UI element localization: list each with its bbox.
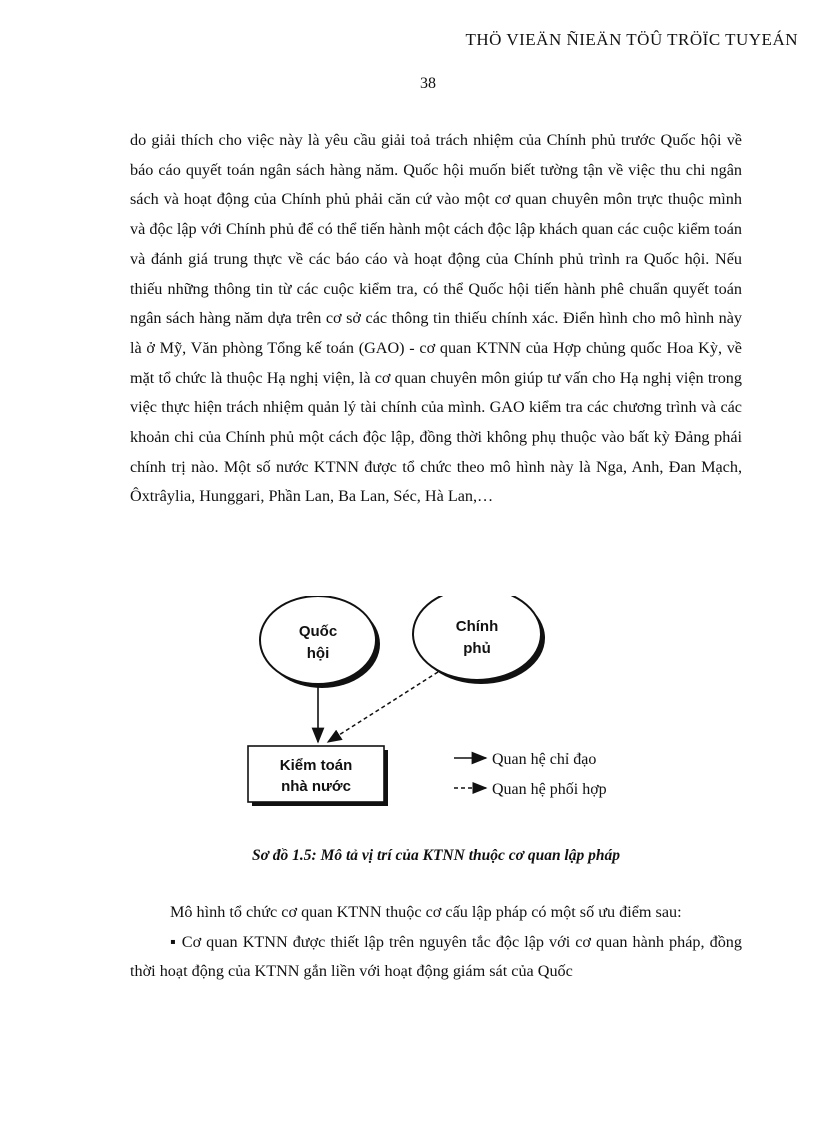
legend-solid-label: Quan hệ chỉ đạo — [492, 751, 597, 768]
quoc-hoi-label-line2: hội — [306, 645, 330, 662]
running-header: THÖ VIEÄN ÑIEÄN TÖÛ TRÖÏC TUYEÁN — [465, 30, 798, 49]
quoc-hoi-node — [260, 596, 376, 684]
diagram-svg — [236, 596, 656, 826]
bullet-1: ▪ Cơ quan KTNN được thiết lập trên nguyên tắc độc lập với cơ quan hành pháp, đồng thời hoạt động của KTNN gắn liền với hoạt động giám sát của Quốc — [130, 932, 742, 981]
chinh-phu-node — [413, 596, 541, 680]
ktnn-label-line1: Kiểm toán — [279, 757, 353, 774]
legend-dashed-label: Quan hệ phối hợp — [492, 781, 607, 798]
figure-caption: Sơ đồ 1.5: Mô tả vị trí của KTNN thuộc cơ quan lập pháp — [251, 847, 620, 864]
paragraph-1: do giải thích cho việc này là yêu cầu giải toả trách nhiệm của Chính phủ trước Quốc hội về báo cáo quyết toán ngân sách hàng năm. Quốc hội muốn biết tường tận về việc thu chi ngân sách và hoạt động của Chính phủ phải căn cứ vào một cơ quan chuyên môn trực thuộc mình và độc lập với Chính phủ để có thể tiến hành một cách độc lập khách quan các cuộc kiểm toán và đánh giá trung thực về các báo cáo và hoạt động của Chính phủ trình ra Quốc hội. Nếu thiếu những thông tin từ các cuộc kiểm tra, có thể Quốc hội tiến hành phê chuẩn quyết toán ngân sách hàng năm dựa trên cơ sở các thông tin thiếu chính xác. Điển hình cho mô hình này là ở Mỹ, Văn phòng Tổng kế toán (GAO) - cơ quan KTNN của Hợp chủng quốc Hoa Kỳ, về mặt tổ chức là thuộc Hạ nghị viện, là cơ quan chuyên môn giúp tư vấn cho Hạ nghị viện trong việc thực hiện trách nhiệm quản lý tài chính của mình. GAO kiểm tra các chương trình và các khoản chi của Chính phủ một cách độc lập, đồng thời không phụ thuộc vào bất kỳ Đảng phái chính trị nào. Một số nước KTNN được tổ chức theo mô hình này là Nga, Anh, Đan Mạch, Ôxtrâylia, Hunggari, Phần Lan, Ba Lan, Séc, Hà Lan,… — [130, 131, 742, 506]
chinh-phu-label-line2: phủ — [463, 640, 491, 657]
paragraph-2: Mô hình tổ chức cơ quan KTNN thuộc cơ cấu lập pháp có một số ưu điểm sau: — [170, 903, 682, 921]
page-number: 38 — [420, 75, 436, 92]
quoc-hoi-label-line1: Quốc — [298, 623, 338, 640]
chinh-phu-label-line1: Chính — [455, 618, 499, 635]
paragraph-2-block — [130, 898, 742, 987]
organization-diagram — [236, 596, 656, 826]
ktnn-label-line2: nhà nước — [281, 778, 351, 795]
